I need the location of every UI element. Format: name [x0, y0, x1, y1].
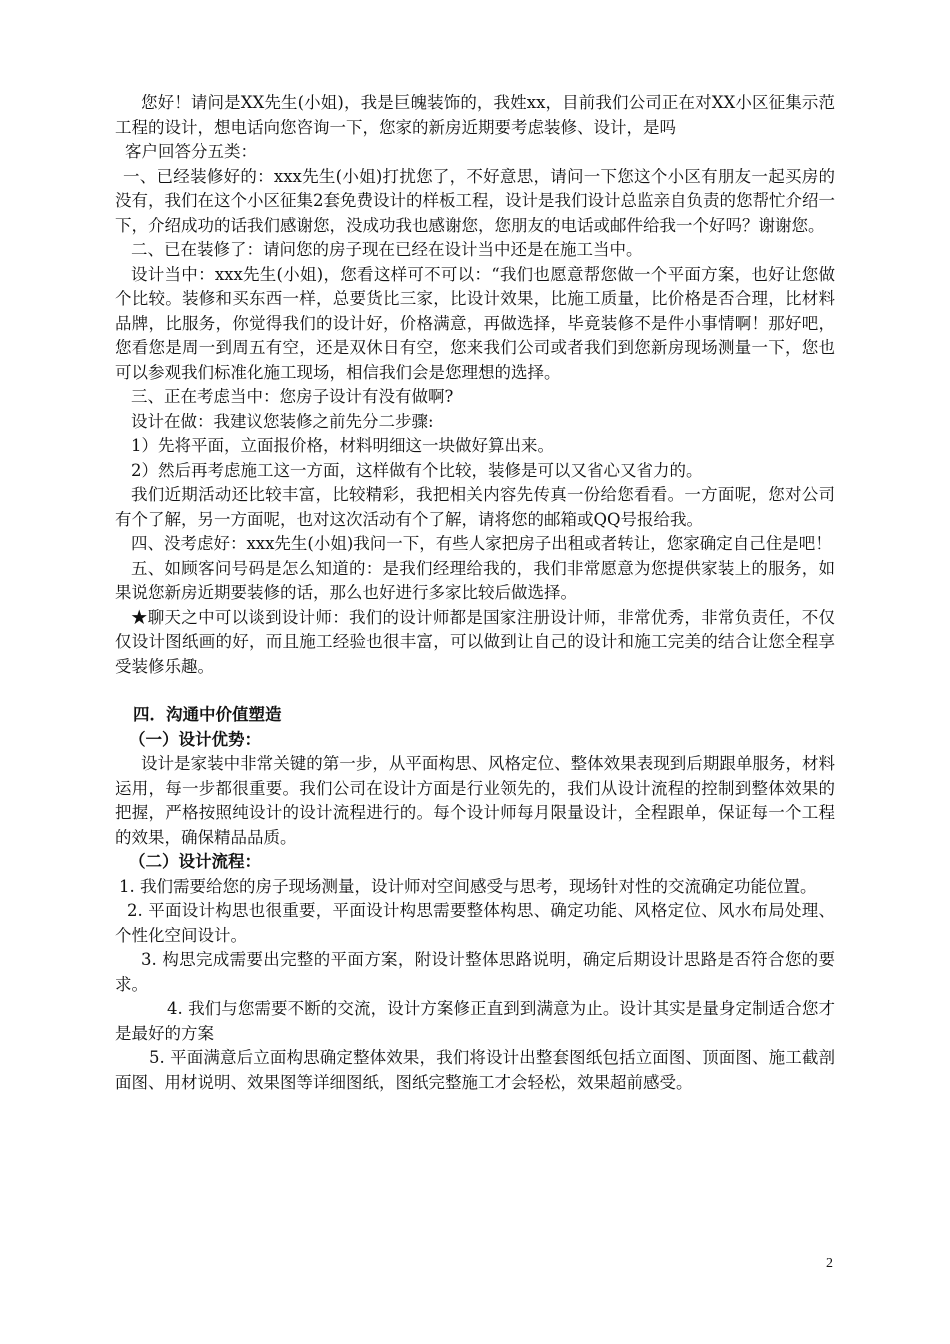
design-advantage-text: 设计是家装中非常关键的第一步，从平面构思、风格定位、整体效果表现到后期跟单服务，材料运用，每一步都很重要。我们公司在设计方面是行业领先的，我们从设计流程的控制到整体效果的把握，严格按照纯设计的设计流程进行的。每个设计师每月限量设计，全程跟单，保证每一个工程的效果，确保精品品质。	[115, 754, 835, 847]
case-3-step-1: 1）先将平面，立面报价格，材料明细这一块做好算出来。	[131, 436, 554, 455]
case-1-decorated: 一、已经装修好的：xxx先生(小姐)打扰您了，不好意思，请问一下您这个小区有朋友一起买房的没有，我们在这个小区征集2套免费设计的样板工程，设计是我们设计总监亲自负责的您帮忙介绍一下，介绍成功的话我们感谢您，没成功我也感谢您，您朋友的电话或邮件给我一个好吗？谢谢您。	[115, 166, 835, 235]
design-process-step-5: 5. 平面满意后立面构思确定整体效果，我们将设计出整套图纸包括立面图、顶面图、施工截剖面图、用材说明、效果图等详细图纸，图纸完整施工才会轻松，效果超前感受。	[115, 1048, 835, 1092]
intro-categories: 客户回答分五类：	[125, 142, 257, 161]
case-5-number-source: 五、如顾客问号码是怎么知道的：是我们经理给我的，我们非常愿意为您提供家装上的服务，如果说您新房近期要装修的话，那么也好进行多家比较后做选择。	[115, 558, 835, 602]
case-3-step-2: 2）然后再考虑施工这一方面，这样做有个比较，装修是可以又省心又省力的。	[131, 460, 703, 480]
section-4-title: 四．沟通中价值塑造	[133, 705, 282, 724]
case-3-considering: 三、正在考虑当中：您房子设计有没有做啊?	[131, 387, 454, 406]
design-process-step-3: 3. 构思完成需要出完整的平面方案，附设计整体思路说明，确定后期设计思路是否符合您的要求。	[115, 950, 835, 994]
case-3-activity: 我们近期活动还比较丰富，比较精彩，我把相关内容先传真一份给您看看。一方面呢，您对公司有个了解，另一方面呢，也对这次活动有个了解，请将您的邮箱或QQ号报给我。	[115, 485, 835, 529]
design-process-step-1: 1. 我们需要给您的房子现场测量，设计师对空间感受与思考，现场针对性的交流确定功能位置。	[119, 876, 817, 896]
case-4-undecided: 四、没考虑好：xxx先生(小姐)我问一下，有些人家把房子出租或者转让，您家确定自己住是吧！	[131, 534, 832, 553]
case-2-renovating: 二、已在装修了：请问您的房子现在已经在设计当中还是在施工当中。	[131, 240, 643, 259]
page-content	[115, 91, 835, 1095]
design-process-step-2: 2. 平面设计构思也很重要，平面设计构思需要整体构思、确定功能、风格定位、风水布局处理、个性化空间设计。	[115, 901, 835, 945]
design-advantage-title: （一）设计优势：	[129, 729, 261, 749]
designer-talking-point: ★聊天之中可以谈到设计师：我们的设计师都是国家注册设计师，非常优秀，非常负责任，不仅仅设计图纸画的好，而且施工经验也很丰富，可以做到让自己的设计和施工完美的结合让您全程享受装修乐趣。	[115, 607, 835, 676]
section-gap	[115, 679, 835, 703]
page-number: 2	[826, 1256, 833, 1271]
case-2-design-stage: 设计当中：xxx先生(小姐)，您看这样可不可以：“我们也愿意帮您做一个平面方案，也好让您做个比较。装修和买东西一样，总要货比三家，比设计效果，比施工质量，比价格是否合理，比材料品牌，比服务，你觉得我们的设计好，价格满意，再做选择，毕竟装修不是件小事情啊！那好吧，您看您是周一到周五有空，还是双休日有空，您来我们公司或者我们到您新房现场测量一下，您也可以参观我们标准化施工现场，相信我们会是您理想的选择。	[115, 264, 835, 382]
intro-greeting: 您好！请问是XX先生(小姐)，我是巨魄装饰的，我姓xx，目前我们公司正在对XX小区征集示范工程的设计，想电话向您咨询一下，您家的新房近期要考虑装修、设计，是吗	[115, 93, 835, 137]
design-process-step-4: 4. 我们与您需要不断的交流，设计方案修正直到到满意为止。设计其实是量身定制适合您才是最好的方案	[115, 999, 835, 1043]
case-3-design-in-progress: 设计在做：我建议您装修之前先分二步骤:	[131, 411, 434, 431]
design-process-title: （二）设计流程：	[129, 852, 261, 871]
